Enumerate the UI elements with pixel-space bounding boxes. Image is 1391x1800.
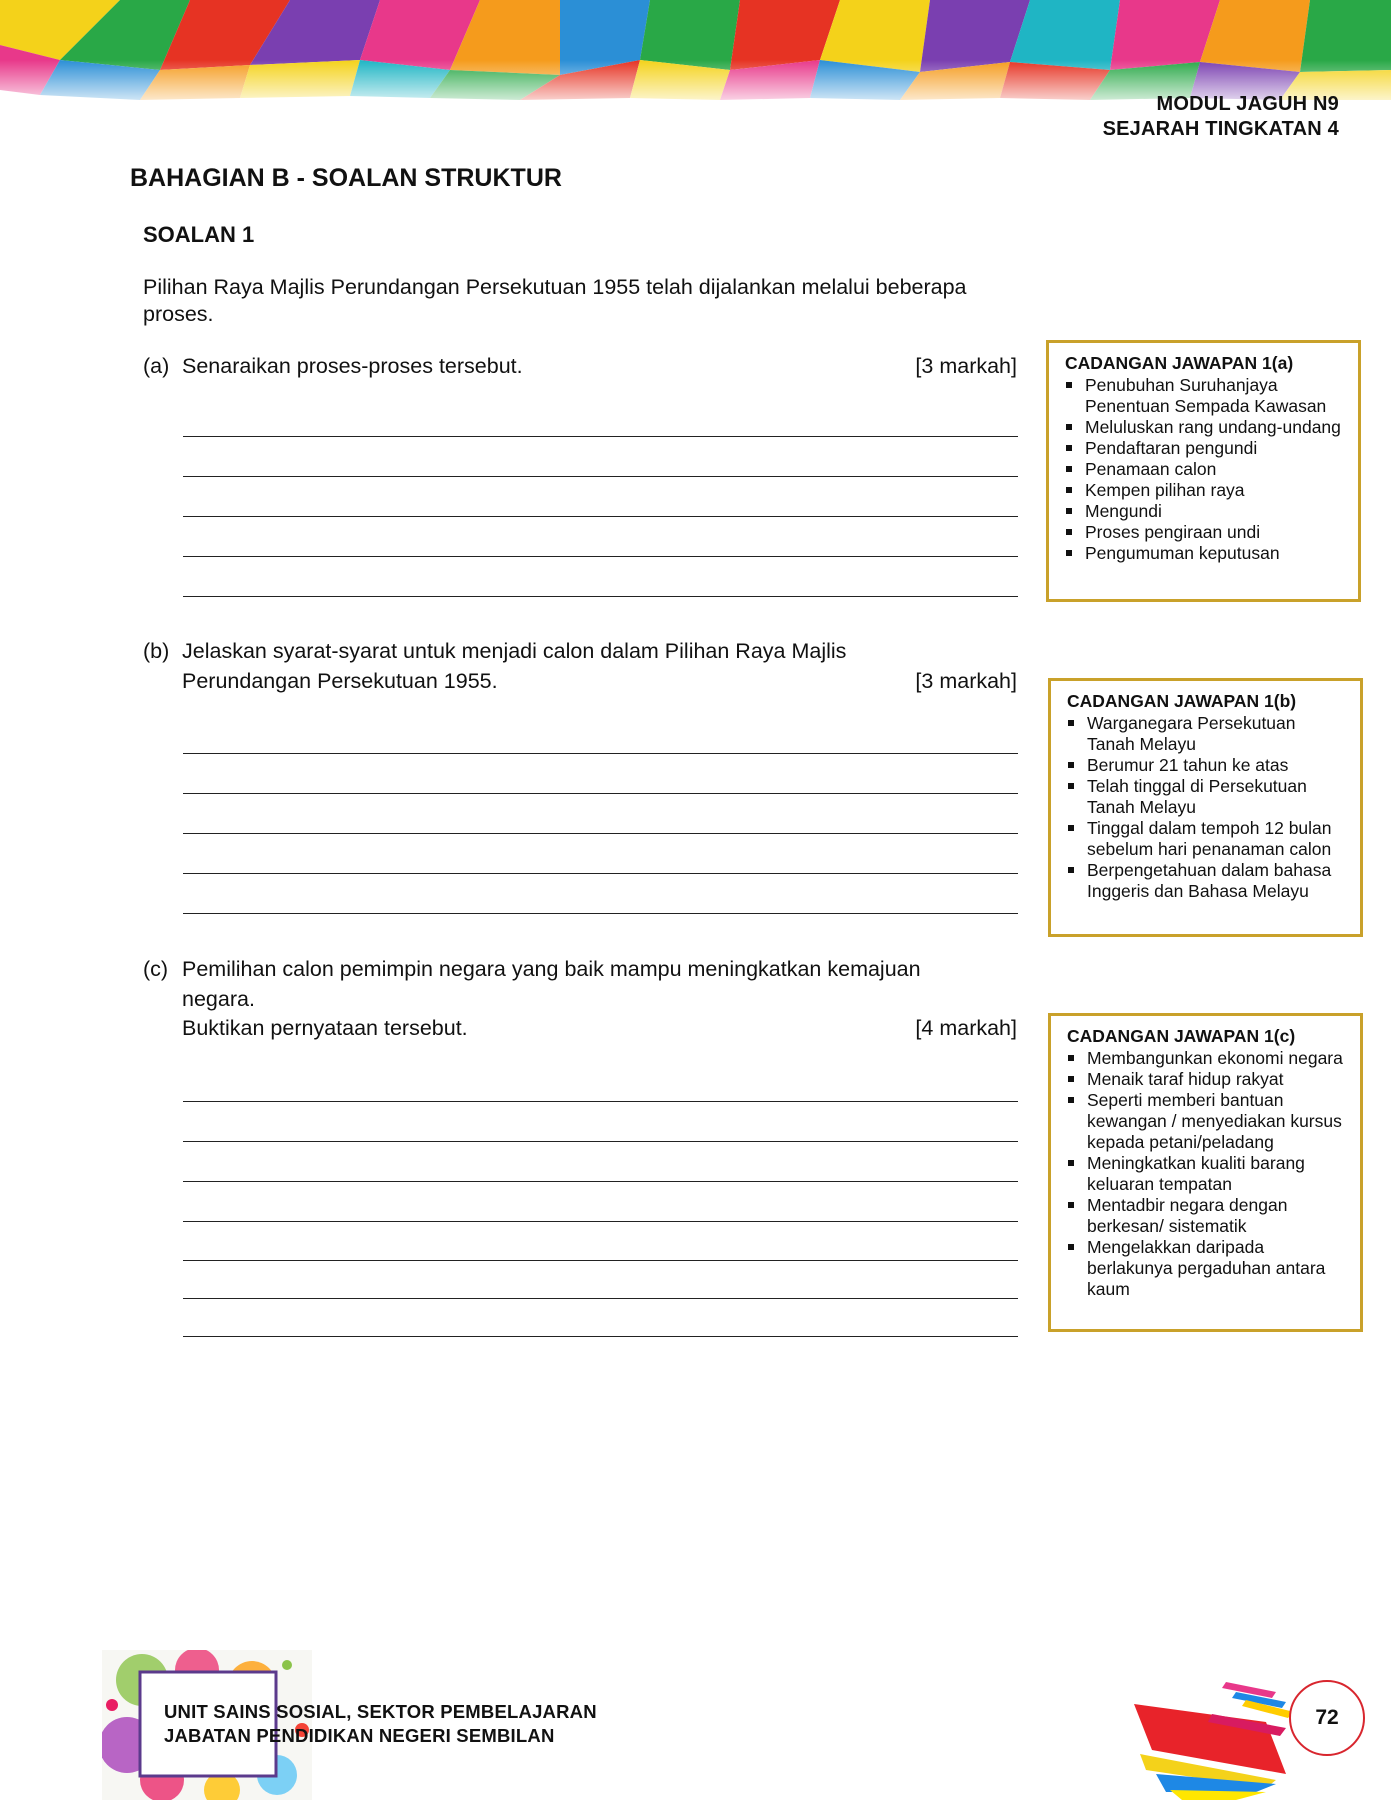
answer-list [1067, 713, 1346, 902]
answer-box-1c [1048, 1013, 1363, 1332]
question-intro: Pilihan Raya Majlis Perundangan Persekutuan 1955 telah dijalankan melalui beberapa proses. [143, 275, 967, 326]
answer-item: Penubuhan Suruhanjaya Penentuan Sempada Kawasan [1065, 375, 1344, 417]
answer-line [183, 913, 1018, 914]
part-a-marks: [3 markah] [915, 354, 1017, 378]
module-name: MODUL JAGUH N9 [1156, 93, 1339, 115]
answer-line [183, 1298, 1018, 1299]
answer-box-1a [1046, 340, 1361, 602]
answer-item: Mentadbir negara dengan berkesan/ sistematik [1067, 1195, 1346, 1237]
answer-item: Meluluskan rang undang-undang [1065, 417, 1344, 438]
part-c-text-line2: negara. [182, 987, 255, 1011]
answer-item: Penamaan calon [1065, 459, 1344, 480]
part-b-marks: [3 markah] [915, 669, 1017, 693]
answer-line [183, 873, 1018, 874]
answer-list [1067, 1048, 1346, 1300]
answer-line [183, 1260, 1018, 1261]
section-title: BAHAGIAN B - SOALAN STRUKTUR [130, 164, 562, 192]
answer-line [183, 1336, 1018, 1337]
answer-item: Berpengetahuan dalam bahasa Inggeris dan Bahasa Melayu [1067, 860, 1346, 902]
answer-line [183, 436, 1018, 437]
answer-item: Proses pengiraan undi [1065, 522, 1344, 543]
part-c-text-line1: Pemilihan calon pemimpin negara yang baik mampu meningkatkan kemajuan [182, 957, 921, 981]
page-number: 72 [1289, 1680, 1365, 1756]
footer-text [164, 1700, 597, 1748]
answer-item: Meningkatkan kualiti barang keluaran tempatan [1067, 1153, 1346, 1195]
answer-list [1065, 375, 1344, 564]
answer-item: Seperti memberi bantuan kewangan / menyediakan kursus kepada petani/peladang [1067, 1090, 1346, 1153]
answer-item: Mengelakkan daripada berlakunya pergaduhan antara kaum [1067, 1237, 1346, 1300]
answer-line [183, 1141, 1018, 1142]
answer-item: Pengumuman keputusan [1065, 543, 1344, 564]
part-c-label: (c) [143, 957, 169, 981]
answer-box-title: CADANGAN JAWAPAN 1(c) [1067, 1026, 1296, 1046]
part-b-text-line2: Perundangan Persekutuan 1955. [182, 669, 498, 693]
answer-line [183, 1181, 1018, 1182]
module-header [1103, 92, 1339, 142]
part-a-text: Senaraikan proses-proses tersebut. [182, 354, 523, 378]
answer-item: Pendaftaran pengundi [1065, 438, 1344, 459]
answer-box-title: CADANGAN JAWAPAN 1(a) [1065, 353, 1294, 373]
answer-line [183, 1221, 1018, 1222]
answer-item: Membangunkan ekonomi negara [1067, 1048, 1346, 1069]
answer-item: Mengundi [1065, 501, 1344, 522]
footer-line-1: UNIT SAINS SOSIAL, SEKTOR PEMBELAJARAN [164, 1701, 597, 1722]
part-b-text-line1: Jelaskan syarat-syarat untuk menjadi calon dalam Pilihan Raya Majlis [182, 639, 847, 663]
subject-name: SEJARAH TINGKATAN 4 [1102, 118, 1339, 140]
answer-line [183, 556, 1018, 557]
question-title: SOALAN 1 [143, 222, 255, 247]
answer-line [183, 1101, 1018, 1102]
answer-line [183, 516, 1018, 517]
part-b-label: (b) [143, 639, 170, 663]
answer-item: Menaik taraf hidup rakyat [1067, 1069, 1346, 1090]
answer-item: Warganegara Persekutuan Tanah Melayu [1067, 713, 1346, 755]
answer-box-1b [1048, 678, 1363, 937]
answer-line [183, 833, 1018, 834]
answer-item: Kempen pilihan raya [1065, 480, 1344, 501]
answer-box-title: CADANGAN JAWAPAN 1(b) [1067, 691, 1297, 711]
part-c-text-line3: Buktikan pernyataan tersebut. [182, 1016, 468, 1040]
part-a-label: (a) [143, 354, 170, 378]
answer-line [183, 753, 1018, 754]
footer-line-2: JABATAN PENDIDIKAN NEGERI SEMBILAN [164, 1725, 555, 1746]
answer-item: Berumur 21 tahun ke atas [1067, 755, 1346, 776]
answer-item: Tinggal dalam tempoh 12 bulan sebelum hari penanaman calon [1067, 818, 1346, 860]
part-c-marks: [4 markah] [915, 1016, 1017, 1040]
answer-item: Telah tinggal di Persekutuan Tanah Melayu [1067, 776, 1346, 818]
answer-line [183, 476, 1018, 477]
answer-line [183, 596, 1018, 597]
answer-line [183, 793, 1018, 794]
